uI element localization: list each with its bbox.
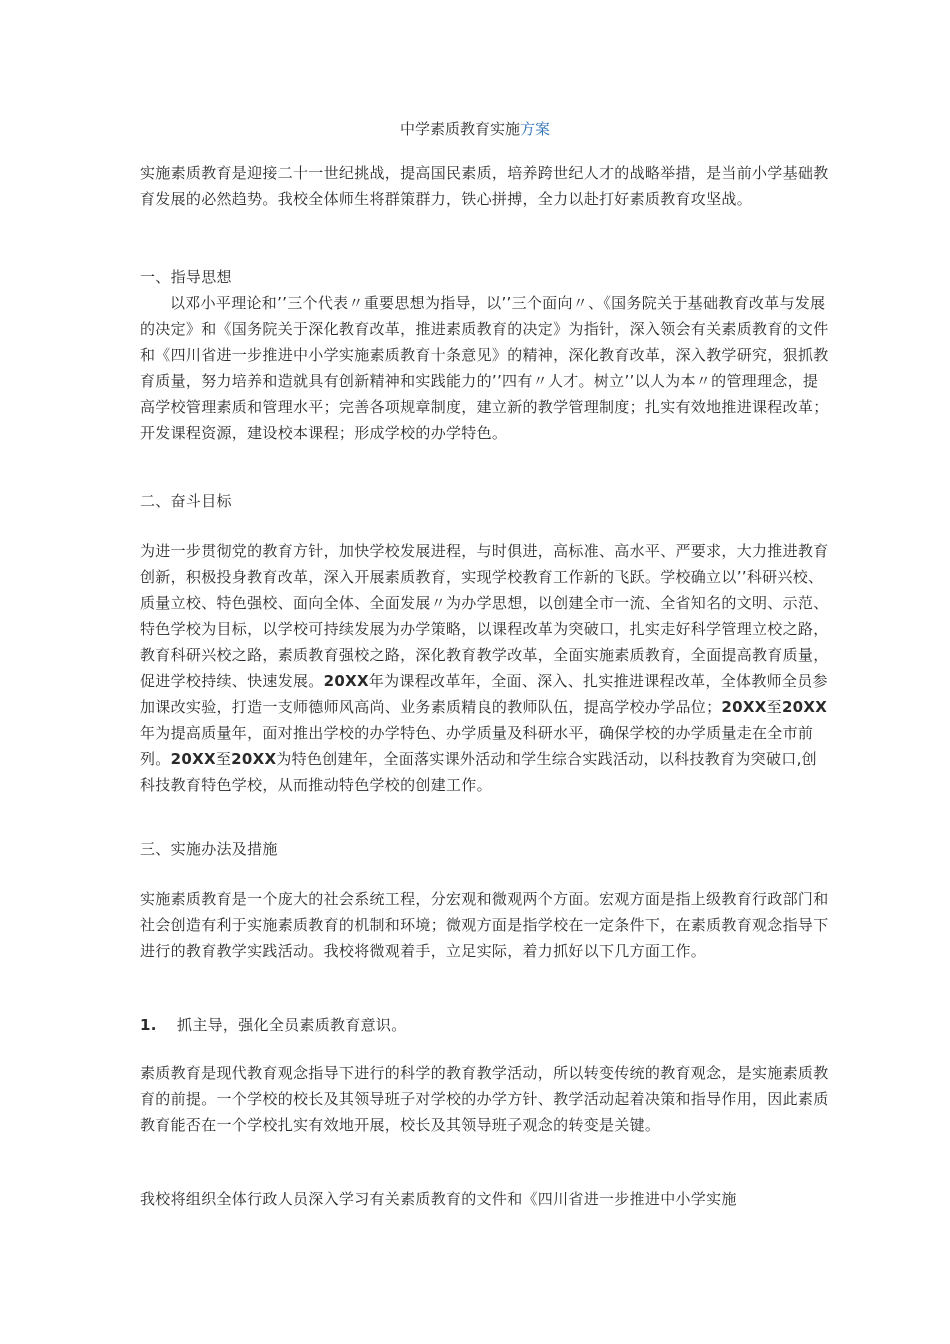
section-2-text-c: 至 [766,698,782,716]
section-2-text-e: 至 [215,750,232,768]
year-label: 20XX [721,698,767,716]
item-1-number: 1. [140,1016,157,1034]
year-label: 20XX [323,672,369,690]
section-2-heading: 二、奋斗目标 [140,492,232,510]
section-1 [140,264,830,446]
section-2-body [140,538,830,798]
year-label: 20XX [231,750,277,768]
item-1-body2: 我校将组织全体行政人员深入学习有关素质教育的文件和《四川省进一步推进中小学实施 [140,1190,737,1208]
title-text: 中学素质教育实施 [399,120,520,138]
section-3-body: 实施素质教育是一个庞大的社会系统工程，分宏观和微观两个方面。宏观方面是指上级教育行政部门和社会创造有利于实施素质教育的机制和环境；微观方面是指学校在一定条件下，在素质教育观念指导下进行的教育教学实践活动。我校将微观着手，立足实际，着力抓好以下几方面工作。 [140,890,829,960]
section-2-heading-block [140,488,830,514]
item-1-body2-block [140,1186,830,1212]
intro-text: 实施素质教育是迎接二十一世纪挑战，提高国民素质，培养跨世纪人才的战略举措，是当前小学基础教育发展的必然趋势。我校全体师生将群策群力，铁心拼搏，全力以赴打好素质教育攻坚战。 [140,164,829,208]
section-2-text-d: 年为提高质量年，面对推出学校的办学特色、办学质量及科研水平，确保学校的办学质量走在全市前列。 [140,724,814,768]
section-1-body: 以邓小平理论和’’三个代表〃重要思想为指导，以’’三个面向〃、《国务院关于基础教育改革与发展的决定》和《国务院关于深化教育改革，推进素质教育的决定》为指针，深入领会有关素质教育的文件和《四川省进一步推进中小学实施素质教育十条意见》的精神，深化教育改革，深入教学研究，狠抓教育质量，努力培养和造就具有创新精神和实践能力的’’四有〃人才。树立’’以人为本〃的管理理念，提高学校管理素质和管理水平；完善各项规章制度，建立新的教学管理制度；扎实有效地推进课程改革；开发课程资源，建设校本课程；形成学校的办学特色。 [140,294,829,442]
section-2-text-b: 年为课程改革年，全面、深入、扎实推进课程改革，全体教师全员参加课改实验，打造一支师德师风高尚、业务素质精良的教师队伍，提高学校办学品位； [140,672,828,716]
section-3-body-block [140,886,830,964]
item-1-body-block [140,1060,830,1138]
item-1-heading: 抓主导，强化全员素质教育意识。 [177,1016,407,1034]
year-label: 20XX [170,750,216,768]
section-2-text-a: 为进一步贯彻党的教育方针，加快学校发展进程，与时俱进，高标准、高水平、严要求，大力推进教育创新，积极投身教育改革，深入开展素质教育，实现学校教育工作新的飞跃。学校确立以’’科研兴校、质量立校、特色强校、面向全体、全面发展〃为办学思想，以创建全市一流、全省知名的文明、示范、特色学校为目标，以学校可持续发展为办学策略，以课程改革为突破口，扎实走好科学管理立校之路，教育科研兴校之路，素质教育强校之路，深化教育教学改革，全面实施素质教育，全面提高教育质量，促进学校持续、快速发展。 [140,542,829,690]
section-2-text-f: 为特色创建年，全面落实课外活动和学生综合实践活动，以科技教育为突破口,创科技教育特色学校，从而推动特色学校的创建工作。 [140,750,817,794]
section-2-body-block [140,538,830,798]
section-1-heading: 一、指导思想 [140,268,232,286]
title-link[interactable]: 方案 [520,120,551,138]
intro-paragraph [140,160,830,212]
section-3-heading: 三、实施办法及措施 [140,840,278,858]
section-3-heading-block [140,836,830,862]
item-1-heading-block [140,1012,830,1038]
year-label: 20XX [781,698,828,716]
item-1-heading-line [140,1012,830,1038]
document-title [0,118,950,140]
item-1-body: 素质教育是现代教育观念指导下进行的科学的教育教学活动，所以转变传统的教育观念，是实施素质教育的前提。一个学校的校长及其领导班子对学校的办学方针、教学活动起着决策和指导作用，因此素质教育能否在一个学校扎实有效地开展，校长及其领导班子观念的转变是关键。 [140,1064,829,1134]
